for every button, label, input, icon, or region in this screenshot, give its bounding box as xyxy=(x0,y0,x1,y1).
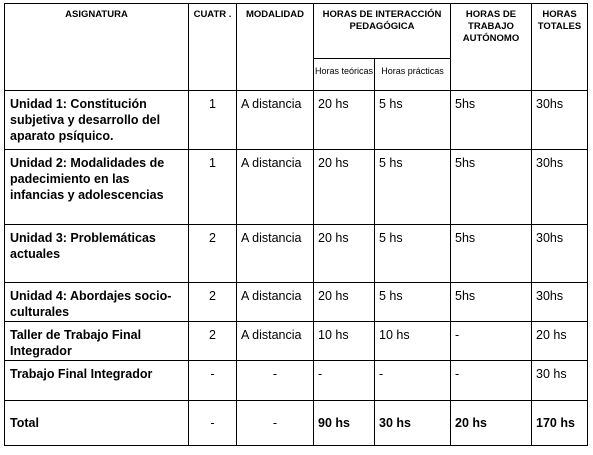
header-horas-practicas: Horas prácticas xyxy=(375,59,451,91)
practicas-cell: 10 hs xyxy=(375,322,451,361)
teoricas-cell: 20 hs xyxy=(314,283,375,322)
autonomo-cell: - xyxy=(451,361,532,401)
course-hours-table xyxy=(4,3,588,446)
total-totales: 170 hs xyxy=(532,401,588,446)
autonomo-cell: 5hs xyxy=(451,91,532,150)
cuatr-cell: 2 xyxy=(189,225,237,283)
practicas-cell: 5 hs xyxy=(375,225,451,283)
practicas-cell: - xyxy=(375,361,451,401)
asignatura-cell: Unidad 1: Constitución subjetiva y desarrollo del aparato psíquico. xyxy=(5,91,189,150)
header-horas-interaccion: HORAS DE INTERACCIÓN PEDAGÓGICA xyxy=(314,4,451,59)
total-cuatr: - xyxy=(189,401,237,446)
cuatr-cell: - xyxy=(189,361,237,401)
teoricas-cell: 20 hs xyxy=(314,150,375,225)
totales-cell: 30 hs xyxy=(532,361,588,401)
header-cuatrimestre: CUATR . xyxy=(189,4,237,91)
table-row xyxy=(5,283,588,322)
modalidad-cell: A distancia xyxy=(237,283,314,322)
practicas-cell: 5 hs xyxy=(375,150,451,225)
total-label: Total xyxy=(5,401,189,446)
modalidad-cell: A distancia xyxy=(237,91,314,150)
cuatr-cell: 1 xyxy=(189,150,237,225)
asignatura-cell: Trabajo Final Integrador xyxy=(5,361,189,401)
teoricas-cell: 20 hs xyxy=(314,91,375,150)
header-horas-teoricas: Horas teóricas xyxy=(314,59,375,91)
header-modalidad: MODALIDAD xyxy=(237,4,314,91)
table-row xyxy=(5,91,588,150)
modalidad-cell: A distancia xyxy=(237,150,314,225)
teoricas-cell: 20 hs xyxy=(314,225,375,283)
table-row xyxy=(5,225,588,283)
totales-cell: 30hs xyxy=(532,225,588,283)
totales-cell: 30hs xyxy=(532,283,588,322)
modalidad-cell: - xyxy=(237,361,314,401)
autonomo-cell: 5hs xyxy=(451,283,532,322)
header-asignatura: ASIGNATURA xyxy=(5,4,189,91)
cuatr-cell: 2 xyxy=(189,283,237,322)
totales-cell: 20 hs xyxy=(532,322,588,361)
practicas-cell: 5 hs xyxy=(375,283,451,322)
autonomo-cell: - xyxy=(451,322,532,361)
asignatura-cell: Taller de Trabajo Final Integrador xyxy=(5,322,189,361)
table-row xyxy=(5,150,588,225)
autonomo-cell: 5hs xyxy=(451,225,532,283)
cuatr-cell: 2 xyxy=(189,322,237,361)
totales-cell: 30hs xyxy=(532,91,588,150)
teoricas-cell: 10 hs xyxy=(314,322,375,361)
asignatura-cell: Unidad 2: Modalidades de padecimiento en las infancias y adolescencias xyxy=(5,150,189,225)
table-row xyxy=(5,361,588,401)
table-row xyxy=(5,322,588,361)
asignatura-cell: Unidad 4: Abordajes socio-culturales xyxy=(5,283,189,322)
total-practicas: 30 hs xyxy=(375,401,451,446)
autonomo-cell: 5hs xyxy=(451,150,532,225)
totales-cell: 30hs xyxy=(532,150,588,225)
teoricas-cell: - xyxy=(314,361,375,401)
asignatura-cell: Unidad 3: Problemáticas actuales xyxy=(5,225,189,283)
total-autonomo: 20 hs xyxy=(451,401,532,446)
header-horas-trabajo-autonomo: HORAS DE TRABAJO AUTÓNOMO xyxy=(451,4,532,91)
practicas-cell: 5 hs xyxy=(375,91,451,150)
total-modalidad: - xyxy=(237,401,314,446)
header-horas-totales: HORAS TOTALES xyxy=(532,4,588,91)
total-teoricas: 90 hs xyxy=(314,401,375,446)
modalidad-cell: A distancia xyxy=(237,322,314,361)
modalidad-cell: A distancia xyxy=(237,225,314,283)
cuatr-cell: 1 xyxy=(189,91,237,150)
total-row xyxy=(5,401,588,446)
